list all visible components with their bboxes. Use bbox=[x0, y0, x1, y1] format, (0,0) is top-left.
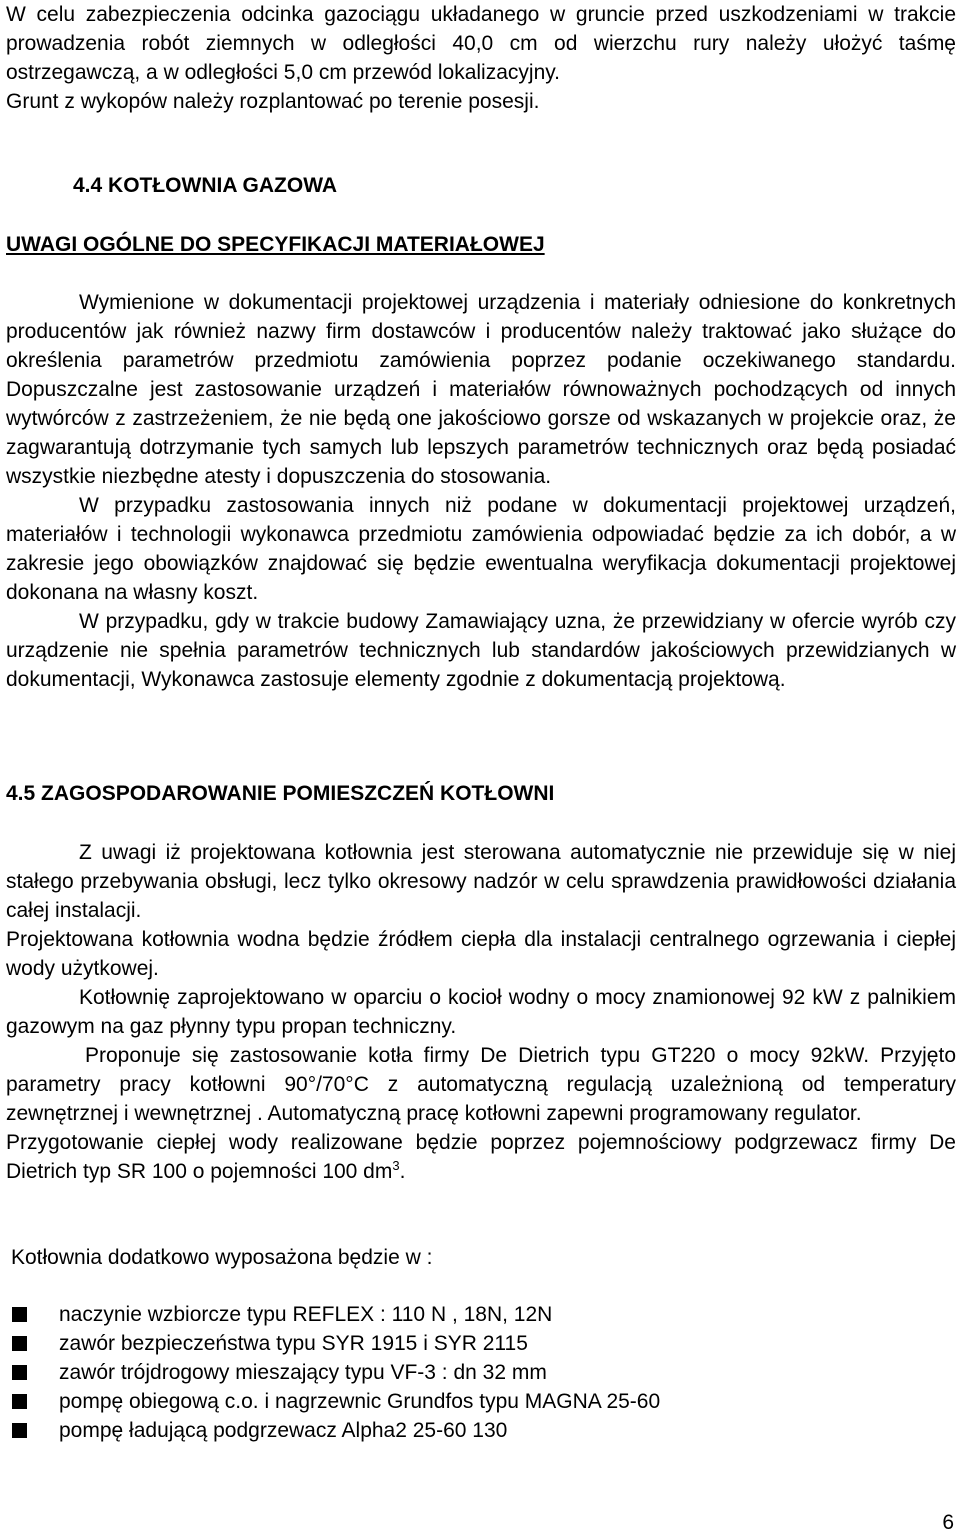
section-4-5-paragraph-5 bbox=[6, 1128, 956, 1186]
superscript-cubic: 3 bbox=[392, 1158, 400, 1173]
square-bullet-icon bbox=[12, 1365, 27, 1380]
section-4-5-body bbox=[6, 838, 956, 1186]
intro-block bbox=[6, 0, 956, 116]
list-item: pompę ładującą podgrzewacz Alpha2 25-60 130 bbox=[12, 1416, 660, 1445]
square-bullet-icon bbox=[12, 1336, 27, 1351]
section-4-5-paragraph-2: Projektowana kotłownia wodna będzie źródłem ciepła dla instalacji centralnego ogrzewania i ciepłej wody użytkowej. bbox=[6, 928, 956, 980]
section-4-4-heading: 4.4 KOTŁOWNIA GAZOWA bbox=[73, 174, 338, 197]
section-4-5-paragraph-1: Z uwagi iż projektowana kotłownia jest sterowana automatycznie nie przewiduje się w niej stałego przebywania obsługi, lecz tylko okresowy nadzór w celu sprawdzenia prawidłowości działania całej instalacji. bbox=[6, 841, 956, 922]
intro-paragraph-2: Grunt z wykopów należy rozplantować po terenie posesji. bbox=[6, 90, 540, 113]
section-4-4-subheading: UWAGI OGÓLNE DO SPECYFIKACJI MATERIAŁOWEJ bbox=[6, 233, 545, 256]
section-4-5-paragraph-4: Proponuje się zastosowanie kotła firmy De Dietrich typu GT220 o mocy 92kW. Przyjęto parametry pracy kotłowni 90°/70°C z automatyczną regulacją uzależnioną od temperatury zewnętrznej i wewnętrznej . Automatyczną pracę kotłowni zapewni programowany regulator. bbox=[6, 1044, 956, 1125]
section-4-4-body bbox=[6, 288, 956, 694]
section-4-4-paragraph-3: W przypadku, gdy w trakcie budowy Zamawiający uzna, że przewidziany w ofercie wyrób czy urządzenie nie spełnia parametrów technicznych lub standardów jakościowych przewidzianych w dokumentacji, Wykonawca zastosuje elementy zgodnie z dokumentacją projektową. bbox=[6, 610, 956, 691]
section-4-5-heading: 4.5 ZAGOSPODAROWANIE POMIESZCZEŃ KOTŁOWNI bbox=[6, 782, 555, 805]
square-bullet-icon bbox=[12, 1394, 27, 1409]
equipment-list bbox=[12, 1300, 660, 1445]
section-4-4-paragraph-2: W przypadku zastosowania innych niż podane w dokumentacji projektowej urządzeń, materiałów i technologii wykonawca przedmiotu zamówienia odpowiadać będzie za ich dobór, a w zakresie jego obowiązków znajdować się będzie ewentualna weryfikacja dokumentacji projektowej dokonana na własny koszt. bbox=[6, 494, 956, 604]
paragraph-5-end: . bbox=[399, 1160, 406, 1183]
list-item: pompę obiegową c.o. i nagrzewnic Grundfos typu MAGNA 25-60 bbox=[12, 1387, 660, 1416]
paragraph-5-text: Przygotowanie ciepłej wody realizowane będzie poprzez pojemnościowy podgrzewacz firmy De Dietrich typ SR 100 o pojemności 100 dm bbox=[6, 1131, 956, 1183]
list-item: naczynie wzbiorcze typu REFLEX : 110 N , 18N, 12N bbox=[12, 1300, 660, 1329]
section-4-4-paragraph-1: Wymienione w dokumentacji projektowej urządzenia i materiały odniesione do konkretnych producentów jak również nazwy firm dostawców i producentów należy traktować jako służące do określenia parametrów przedmiotu zamówienia poprzez podanie oczekiwanego standardu. Dopuszczalne jest zastosowanie urządzeń i materiałów równoważnych pochodzących od innych wytwórców z zastrzeżeniem, że nie będą one jakościowo gorsze od wskazanych w projekcie oraz, że zagwarantują dotrzymanie tych samych lub lepszych parametrów technicznych oraz będą posiadać wszystkie niezbędne atesty i dopuszczenia do stosowania. bbox=[6, 291, 956, 488]
equipment-intro: Kotłownia dodatkowo wyposażona będzie w : bbox=[11, 1246, 433, 1269]
square-bullet-icon bbox=[12, 1423, 27, 1438]
page-number: 6 bbox=[942, 1511, 954, 1534]
section-4-5-paragraph-3: Kotłownię zaprojektowano w oparciu o kocioł wodny o mocy znamionowej 92 kW z palnikiem gazowym na gaz płynny typu propan techniczny. bbox=[6, 986, 956, 1038]
square-bullet-icon bbox=[12, 1307, 27, 1322]
list-item: zawór trójdrogowy mieszający typu VF-3 : dn 32 mm bbox=[12, 1358, 660, 1387]
list-item: zawór bezpieczeństwa typu SYR 1915 i SYR 2115 bbox=[12, 1329, 660, 1358]
intro-paragraph-1: W celu zabezpieczenia odcinka gazociągu układanego w gruncie przed uszkodzeniami w trakcie prowadzenia robót ziemnych w odległości 40,0 cm od wierzchu rury należy ułożyć taśmę ostrzegawczą, a w odległości 5,0 cm przewód lokalizacyjny. bbox=[6, 3, 956, 84]
